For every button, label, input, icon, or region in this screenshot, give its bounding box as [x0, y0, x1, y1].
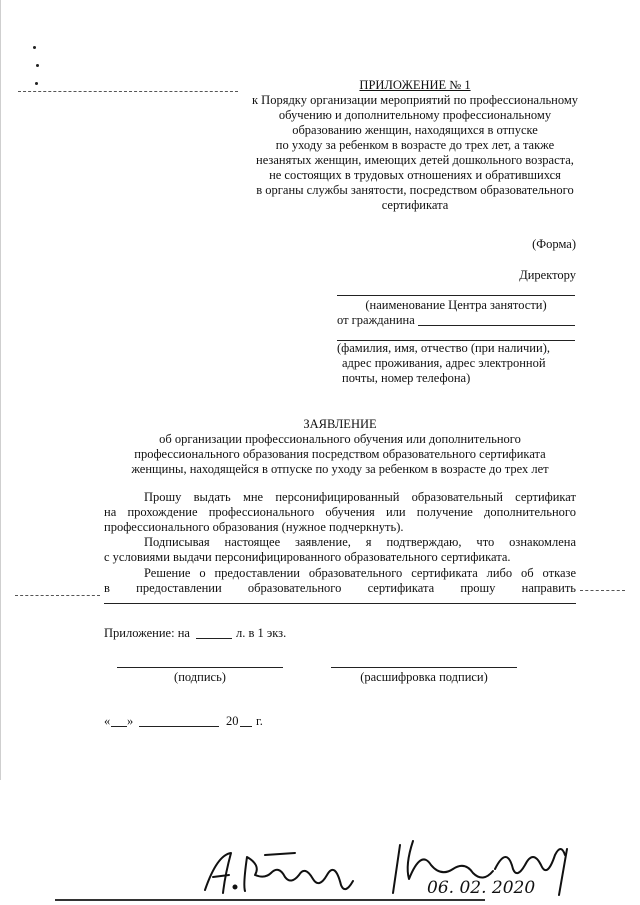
paragraph-confirm: [104, 535, 576, 565]
paragraph-decision: [104, 566, 576, 596]
margin-dot: [33, 46, 36, 49]
paragraph-line: в предоставлении образовательного сертификата прошу направить: [104, 581, 576, 595]
paragraph-line: Подписывая настоящее заявление, я подтверждаю, что ознакомлена: [144, 535, 576, 549]
scan-artifact-line: [15, 595, 100, 596]
date-year-suffix: г.: [256, 714, 263, 728]
appendix-line: сертификата: [381, 198, 449, 212]
addressee-to: Директору: [519, 268, 576, 282]
center-caption: (наименование Центра занятости): [365, 298, 547, 312]
handwritten-date: 06. 02. 2020: [427, 878, 536, 898]
signature-field[interactable]: [117, 667, 283, 668]
paragraph-line: с условиями выдачи персонифицированного образовательного сертификата.: [104, 550, 511, 564]
paragraph-line: профессионального образования (нужное подчеркнуть).: [104, 520, 404, 534]
date-day-field[interactable]: [111, 726, 127, 727]
appendix-line: образованию женщин, находящихся в отпуске: [292, 123, 538, 137]
paragraph-request: [104, 490, 576, 535]
statement-title: ЗАЯВЛЕНИЕ: [303, 417, 377, 431]
scan-artifact-line: [580, 590, 625, 591]
attachment-prefix: Приложение: на: [104, 626, 190, 640]
appendix-line: обучению и дополнительному профессиональному: [278, 108, 552, 122]
appendix-line: не состоящих в трудовых отношениях и обратившихся: [269, 168, 561, 182]
appendix-line: по уходу за ребенком в возрасте до трех лет, а также: [275, 138, 555, 152]
handwritten-signature: [195, 835, 575, 905]
date-year-prefix: 20: [226, 714, 239, 728]
delivery-method-field[interactable]: [104, 603, 576, 604]
scan-edge: [0, 0, 1, 780]
attachment-suffix: л. в 1 экз.: [236, 626, 287, 640]
date-open-quote: «: [104, 714, 111, 728]
decryption-caption: (расшифровка подписи): [360, 670, 488, 684]
person-caption-line: почты, номер телефона): [342, 371, 471, 385]
appendix-line: незанятых женщин, имеющих детей дошкольного возраста,: [256, 153, 574, 167]
scan-artifact-line: [55, 899, 485, 901]
attachment-pages-field[interactable]: [196, 638, 232, 639]
scan-artifact-line: [18, 91, 238, 92]
form-label: (Форма): [532, 237, 576, 251]
date-close-quote: »: [127, 714, 134, 728]
person-caption-line: (фамилия, имя, отчество (при наличии),: [337, 341, 550, 355]
person-caption: [337, 341, 587, 386]
subtitle-line: женщины, находящейся в отпуске по уходу за ребенком в возрасте до трех лет: [131, 462, 549, 476]
signature-caption: (подпись): [174, 670, 226, 684]
subtitle-line: об организации профессионального обучения или дополнительного: [159, 432, 521, 446]
date-month-field[interactable]: [139, 726, 219, 727]
from-label: от гражданина: [337, 313, 415, 327]
date-year-field[interactable]: [240, 726, 252, 727]
paragraph-line: Решение о предоставлении образовательного сертификата либо об отказе: [144, 566, 576, 580]
statement-subtitle: [90, 432, 590, 477]
center-name-field[interactable]: [337, 295, 575, 296]
subtitle-line: профессионального образования посредством образовательного сертификата: [134, 447, 546, 461]
paragraph-line: на прохождение профессионального обучения или получение дополнительного: [104, 505, 576, 519]
margin-dot: [36, 64, 39, 67]
appendix-block: [240, 78, 590, 213]
appendix-title: ПРИЛОЖЕНИЕ № 1: [359, 78, 471, 92]
margin-dot: [35, 82, 38, 85]
citizen-field[interactable]: [418, 325, 575, 326]
appendix-line: в органы службы занятости, посредством образовательного: [256, 183, 574, 197]
decryption-field[interactable]: [331, 667, 517, 668]
person-caption-line: адрес проживания, адрес электронной: [342, 356, 546, 370]
appendix-line: к Порядку организации мероприятий по профессиональному: [251, 93, 579, 107]
paragraph-line: Прошу выдать мне персонифицированный образовательный сертификат: [144, 490, 576, 504]
